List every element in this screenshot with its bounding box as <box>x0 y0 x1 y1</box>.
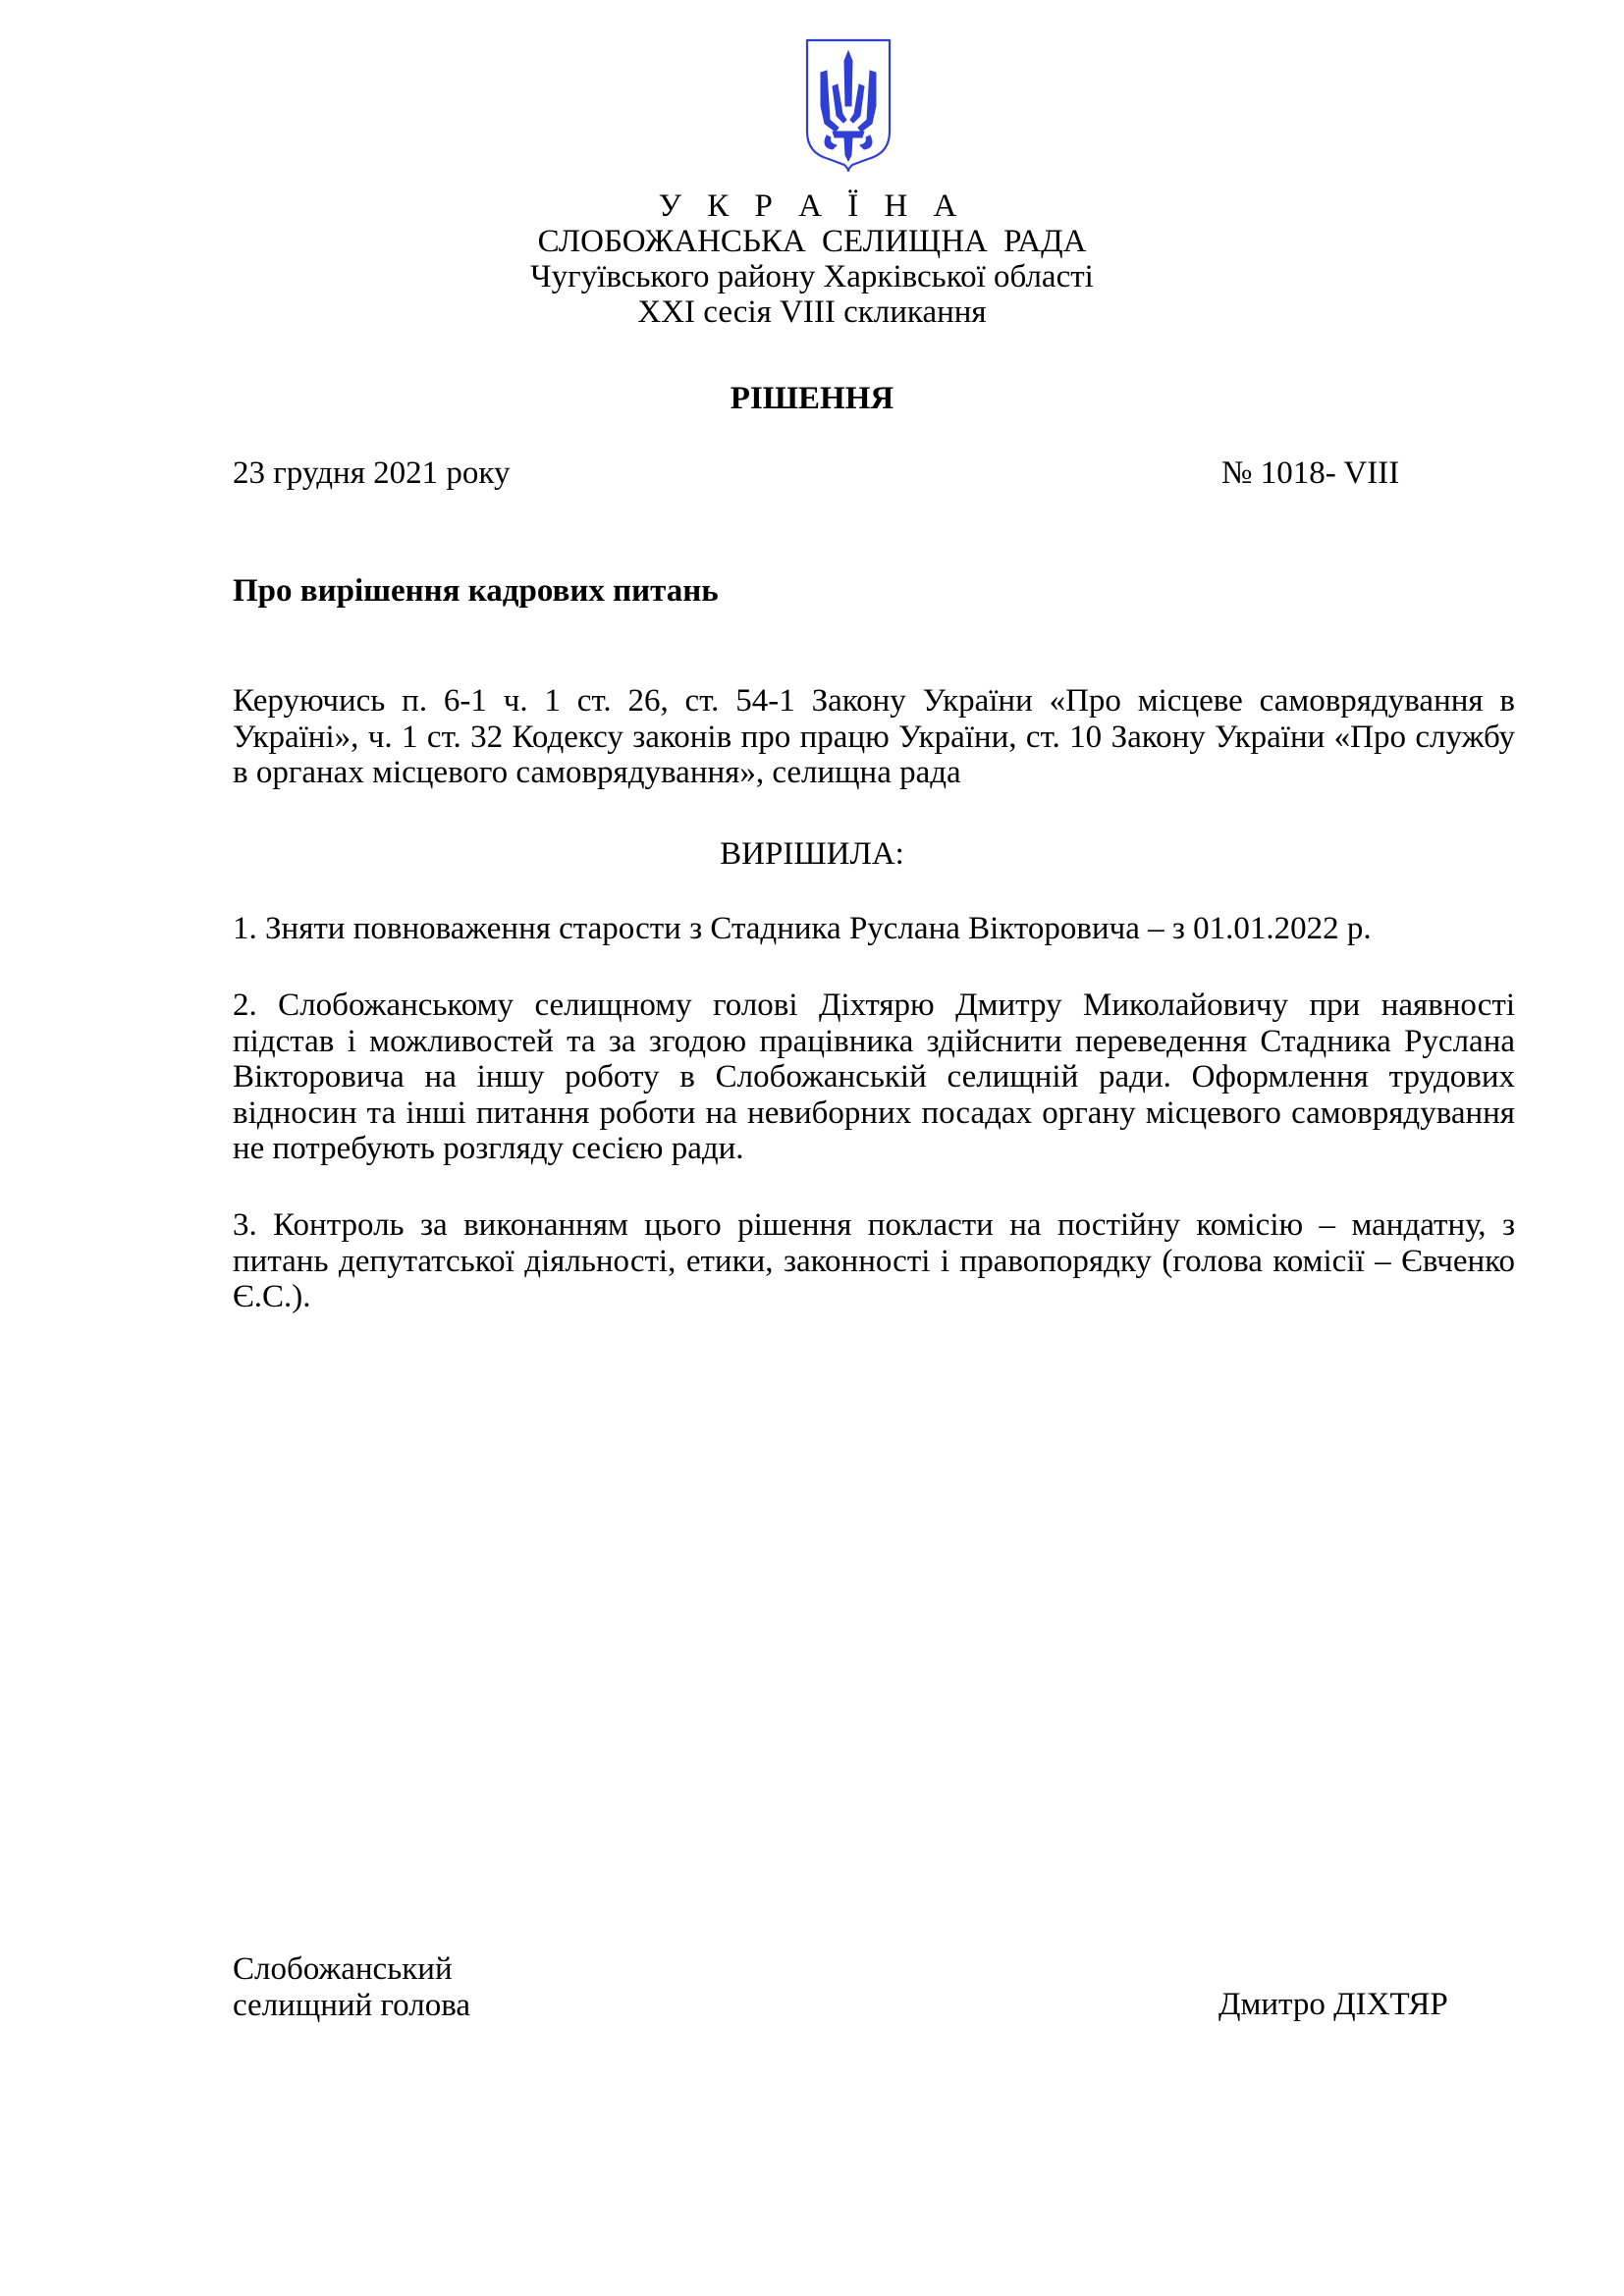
decision-subject: Про вирішення кадрових питань <box>233 573 719 609</box>
session-name: XXI сесія VIII скликання <box>637 294 987 330</box>
coat-of-arms-of-ukraine-icon <box>803 37 893 173</box>
decision-item-1: 1. Зняти повноваження старости з Стадника Руслана Вікторовича – з 01.01.2022 р. <box>233 911 1372 946</box>
country-name: У К Р А Ї Н А <box>658 188 966 224</box>
council-name: СЛОБОЖАНСЬКА СЕЛИЩНА РАДА <box>537 224 1087 259</box>
document-header <box>0 188 1624 330</box>
decision-item-2: 2. Слобожанському селищному голові Діхтярю Дмитру Миколайовичу при наявності підстав і можливостей та за згодою працівника здійснити переведення Стадника Руслана Вікторовича на іншу роботу в Слобожанській селищній ради. Оформлення трудових відносин та інші питання роботи на невиборних посадах органу місцевого самоврядування не потребують розгляду сесією ради. <box>233 988 1515 1166</box>
signer-title <box>233 1951 470 2023</box>
decision-item-3: 3. Контроль за виконанням цього рішення покласти на постійну комісію – мандатну, з питань депутатської діяльності, етики, законності і правопорядку (голова комісії – Євченко Є.С.). <box>233 1207 1515 1314</box>
preamble-paragraph: Керуючись п. 6-1 ч. 1 ст. 26, ст. 54-1 Закону України «Про місцеве самоврядування в Україні», ч. 1 ст. 32 Кодексу законів про працю України, ст. 10 Закону України «Про службу в органах місцевого самоврядування», селищна рада <box>233 683 1515 790</box>
signer-title-line-1: Слобожанський <box>233 1951 453 1987</box>
signer-title-line-2: селищний голова <box>233 1987 471 2023</box>
district-name: Чугуївського району Харківської області <box>530 259 1094 294</box>
signer-name: Дмитро ДІХТЯР <box>1218 1987 1448 2022</box>
resolved-heading: ВИРІШИЛА: <box>720 836 904 872</box>
decision-number: № 1018- VIII <box>1221 455 1400 491</box>
decision-date: 23 грудня 2021 року <box>233 455 511 491</box>
decision-title: РІШЕННЯ <box>730 381 894 416</box>
